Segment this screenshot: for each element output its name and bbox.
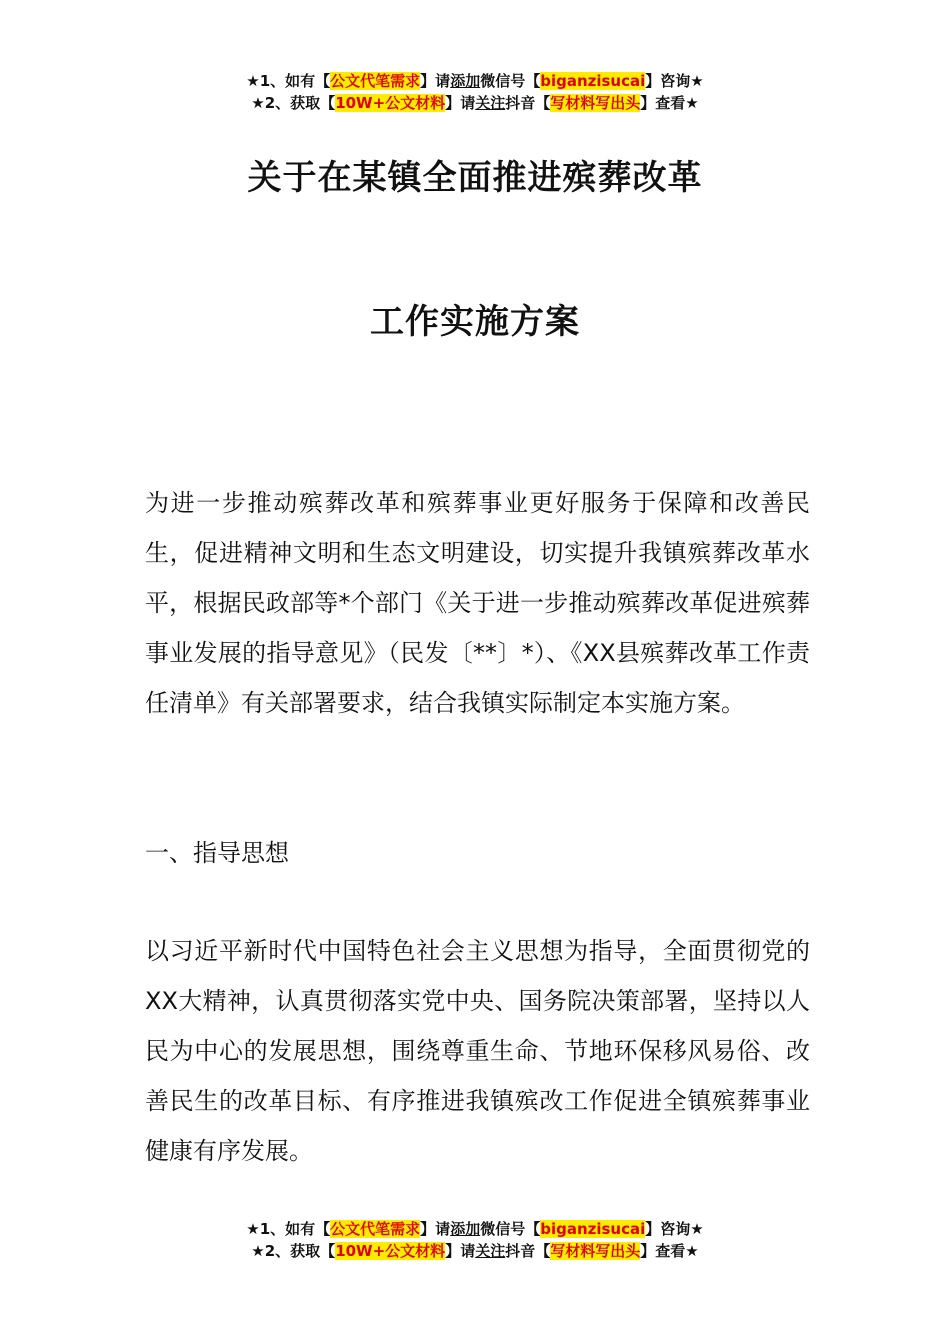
header-promo-line-2: ★2、获取【10W+公文材料】请关注抖音【写材料写出头】查看★: [251, 94, 699, 112]
document-title-line-1: 关于在某镇全面推进殡葬改革: [247, 158, 703, 198]
header-promo-line-1: ★1、如有【公文代笔需求】请添加微信号【biganzisucai】咨询★: [246, 72, 704, 90]
materials-highlight: 10W+公文材料: [335, 94, 446, 112]
footer-promo-line-1: ★1、如有【公文代笔需求】请添加微信号【biganzisucai】咨询★: [246, 1220, 704, 1238]
service-highlight: 公文代笔需求: [330, 1220, 421, 1238]
douyin-id-highlight: 写材料写出头: [550, 94, 641, 112]
footer-promo-line-2: ★2、获取【10W+公文材料】请关注抖音【写材料写出头】查看★: [251, 1242, 699, 1260]
section-1-paragraph: 以习近平新时代中国特色社会主义思想为指导，全面贯彻党的XX大精神，认真贯彻落实党中央、国务院决策部署，坚持以人民为中心的发展思想，围绕尊重生命、节地环保移风易俗、改善民生的改革目标、有序推进我镇殡改工作促进全镇殡葬事业健康有序发展。: [145, 937, 810, 1165]
service-highlight: 公文代笔需求: [330, 72, 421, 90]
wechat-id-highlight: biganzisucai: [540, 72, 646, 90]
header-promo: [0, 70, 950, 114]
materials-highlight: 10W+公文材料: [335, 1242, 446, 1260]
wechat-id-highlight: biganzisucai: [540, 1220, 646, 1238]
document-title-line-2: 工作实施方案: [370, 302, 580, 342]
section-1-heading: 一、指导思想: [145, 839, 289, 867]
footer-promo: [0, 1218, 950, 1262]
douyin-id-highlight: 写材料写出头: [550, 1242, 641, 1260]
intro-paragraph: 为进一步推动殡葬改革和殡葬事业更好服务于保障和改善民生，促进精神文明和生态文明建设，切实提升我镇殡葬改革水平，根据民政部等*个部门《关于进一步推动殡葬改革促进殡葬事业发展的指导意见》（民发〔**〕*）、《XX县殡葬改革工作责任清单》有关部署要求，结合我镇实际制定本实施方案。: [145, 489, 810, 717]
